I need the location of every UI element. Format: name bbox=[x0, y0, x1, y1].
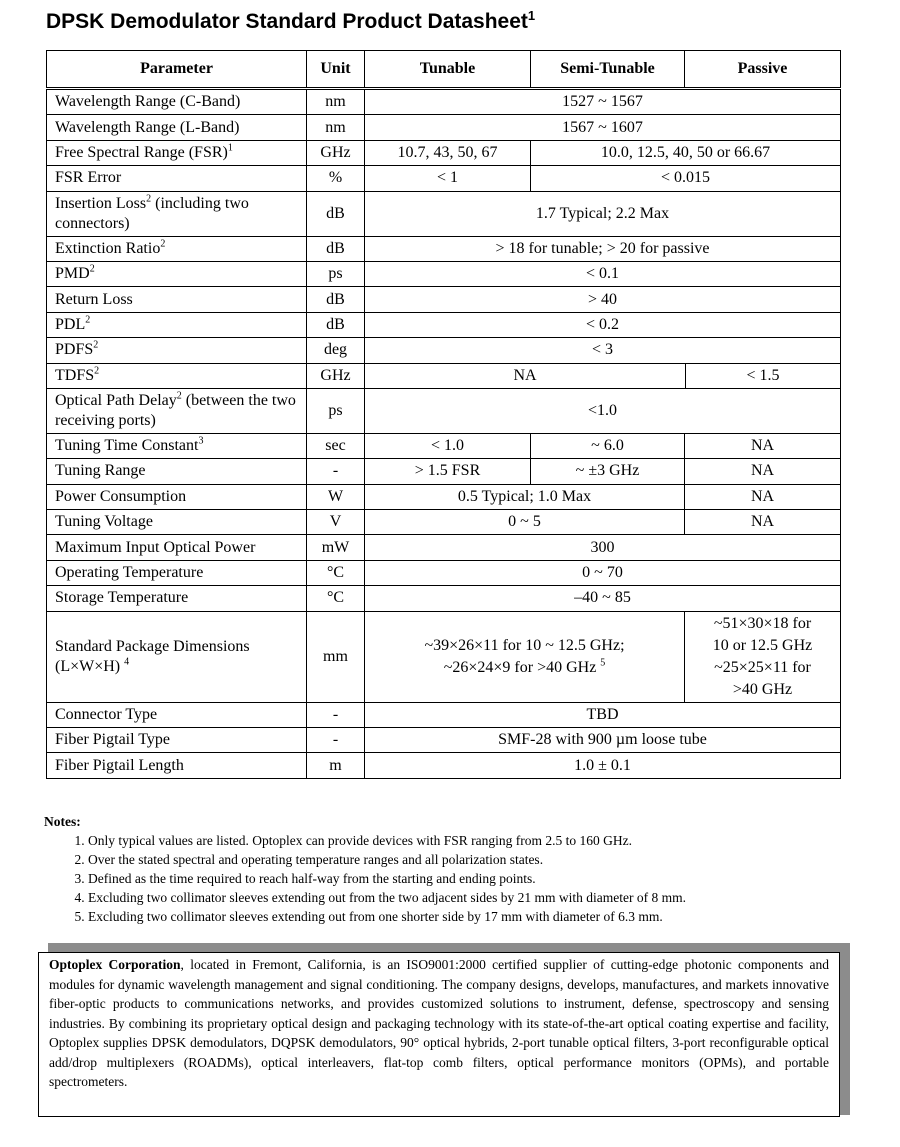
table-row bbox=[47, 191, 841, 236]
unit-cell: V bbox=[307, 510, 365, 535]
param-cell: Tuning Time Constant$^3$ bbox=[47, 433, 307, 458]
note-item: 3. Defined as the time required to reach half-way from the starting and ending points. bbox=[88, 869, 854, 888]
value-cell: <1.0 bbox=[365, 388, 841, 433]
table-row bbox=[47, 702, 841, 727]
param-cell: TDFS$^2$ bbox=[47, 363, 307, 388]
value-cell: 300 bbox=[365, 535, 841, 560]
value-cell: TBD bbox=[365, 702, 841, 727]
param-cell: FSR Error bbox=[47, 166, 307, 191]
note-item: 4. Excluding two collimator sleeves extending out from the two adjacent sides by 21 mm with diameter of 8 mm. bbox=[88, 888, 854, 907]
value-cell-tunable: < 1.0 bbox=[365, 433, 531, 458]
table-header-row bbox=[47, 51, 841, 89]
value-cell: 1527 ~ 1567 bbox=[365, 89, 841, 115]
value-cell: > 40 bbox=[365, 287, 841, 312]
unit-cell: - bbox=[307, 459, 365, 484]
value-cell: > 18 for tunable; > 20 for passive bbox=[365, 236, 841, 261]
value-cell: < 3 bbox=[365, 338, 841, 363]
notes-list bbox=[44, 831, 854, 926]
table-row bbox=[47, 236, 841, 261]
value-cell: 1567 ~ 1607 bbox=[365, 115, 841, 140]
unit-cell: ps bbox=[307, 261, 365, 286]
param-cell: Fiber Pigtail Length bbox=[47, 753, 307, 778]
param-cell: PDFS$^2$ bbox=[47, 338, 307, 363]
company-description: , located in Fremont, California, is an ISO9001:2000 certified supplier of cutting-edge photonic components and modules for dynamic wavelength management and signal conditioning. The company designs, develops, manufactures, and markets innovative fiber-optic products to communications networks, and provides customized solutions to instrument, defense, spectroscopy and sensing industries. By combining its proprietary optical design and packaging technology with its state-of-the-art optical coating expertise and facility, Optoplex supplies DPSK demodulators, DQPSK demodulators, 90° optical hybrids, 2-port tunable optical filters, 3-port reconfigurable optical add/drop multiplexers (ROADMs), optical interleavers, flat-top comb filters, optical performance monitors (OPMs), and portable spectrometers. bbox=[49, 957, 829, 1089]
header-passive: Passive bbox=[685, 51, 841, 89]
value-cell-other: 10.0, 12.5, 40, 50 or 66.67 bbox=[531, 140, 841, 165]
unit-cell: dB bbox=[307, 236, 365, 261]
table-row bbox=[47, 312, 841, 337]
table-row bbox=[47, 433, 841, 458]
value-cell-semi: ~ 6.0 bbox=[531, 433, 685, 458]
unit-cell: mW bbox=[307, 535, 365, 560]
unit-cell: ps bbox=[307, 388, 365, 433]
notes-heading: Notes: bbox=[44, 814, 81, 829]
param-cell: Storage Temperature bbox=[47, 586, 307, 611]
table-row bbox=[47, 728, 841, 753]
header-parameter: Parameter bbox=[47, 51, 307, 89]
table-row bbox=[47, 535, 841, 560]
unit-cell: GHz bbox=[307, 363, 365, 388]
param-cell: Insertion Loss$^2$ (including two connectors) bbox=[47, 191, 307, 236]
value-cell-passive: ~51×30×18 for 10 or 12.5 GHz ~25×25×11 for >40 GHz bbox=[685, 611, 841, 702]
unit-cell: °C bbox=[307, 586, 365, 611]
value-cell-tunable: > 1.5 FSR bbox=[365, 459, 531, 484]
unit-cell: sec bbox=[307, 433, 365, 458]
param-cell: Wavelength Range (L-Band) bbox=[47, 115, 307, 140]
table-row bbox=[47, 287, 841, 312]
table-row bbox=[47, 261, 841, 286]
value-cell: 0 ~ 70 bbox=[365, 560, 841, 585]
param-cell: Free Spectral Range (FSR)$^1$ bbox=[47, 140, 307, 165]
unit-cell: dB bbox=[307, 312, 365, 337]
param-cell: Power Consumption bbox=[47, 484, 307, 509]
param-cell: Maximum Input Optical Power bbox=[47, 535, 307, 560]
unit-cell: dB bbox=[307, 191, 365, 236]
table-row bbox=[47, 586, 841, 611]
param-cell: Tuning Range bbox=[47, 459, 307, 484]
header-semi-tunable: Semi-Tunable bbox=[531, 51, 685, 89]
title-footnote-mark: 1 bbox=[527, 8, 536, 23]
note-item: 1. Only typical values are listed. Optoplex can provide devices with FSR ranging from 2.5 to 160 GHz. bbox=[88, 831, 854, 850]
value-cell bbox=[365, 363, 841, 388]
param-cell: Extinction Ratio$^2$ bbox=[47, 236, 307, 261]
table-row bbox=[47, 166, 841, 191]
param-cell: Standard Package Dimensions (L×W×H) $^4$ bbox=[47, 611, 307, 702]
param-cell: Wavelength Range (C-Band) bbox=[47, 89, 307, 115]
table-row bbox=[47, 459, 841, 484]
unit-cell: mm bbox=[307, 611, 365, 702]
company-about-box bbox=[38, 952, 840, 1117]
notes-section bbox=[44, 812, 854, 926]
unit-cell: nm bbox=[307, 115, 365, 140]
spec-table bbox=[46, 50, 841, 779]
param-cell: PDL$^2$ bbox=[47, 312, 307, 337]
value-cell-other: < 0.015 bbox=[531, 166, 841, 191]
value-cell: –40 ~ 85 bbox=[365, 586, 841, 611]
unit-cell: GHz bbox=[307, 140, 365, 165]
table-row bbox=[47, 753, 841, 778]
param-cell: Return Loss bbox=[47, 287, 307, 312]
value-passive: < 1.5 bbox=[685, 364, 840, 388]
param-cell: Fiber Pigtail Type bbox=[47, 728, 307, 753]
value-cell-passive: NA bbox=[685, 433, 841, 458]
param-cell: Tuning Voltage bbox=[47, 510, 307, 535]
table-row bbox=[47, 89, 841, 115]
note-item: 5. Excluding two collimator sleeves extending out from one shorter side by 17 mm with diameter of 6.3 mm. bbox=[88, 907, 854, 926]
unit-cell: °C bbox=[307, 560, 365, 585]
value-cell-passive: NA bbox=[685, 484, 841, 509]
unit-cell: W bbox=[307, 484, 365, 509]
header-tunable: Tunable bbox=[365, 51, 531, 89]
value-cell: < 0.1 bbox=[365, 261, 841, 286]
note-item: 2. Over the stated spectral and operating temperature ranges and all polarization states. bbox=[88, 850, 854, 869]
unit-cell: - bbox=[307, 728, 365, 753]
value-cell-tunable: < 1 bbox=[365, 166, 531, 191]
unit-cell: deg bbox=[307, 338, 365, 363]
unit-cell: nm bbox=[307, 89, 365, 115]
param-cell: Connector Type bbox=[47, 702, 307, 727]
unit-cell: m bbox=[307, 753, 365, 778]
table-row bbox=[47, 115, 841, 140]
unit-cell: - bbox=[307, 702, 365, 727]
value-cell-passive: NA bbox=[685, 459, 841, 484]
value-cell: 1.0 ± 0.1 bbox=[365, 753, 841, 778]
unit-cell: dB bbox=[307, 287, 365, 312]
table-row bbox=[47, 363, 841, 388]
table-row bbox=[47, 338, 841, 363]
company-name: Optoplex Corporation bbox=[49, 957, 181, 972]
value-cell: < 0.2 bbox=[365, 312, 841, 337]
value-cell: 0.5 Typical; 1.0 Max bbox=[365, 484, 685, 509]
value-cell: 1.7 Typical; 2.2 Max bbox=[365, 191, 841, 236]
page-title: DPSK Demodulator Standard Product Datasheet$^1$ bbox=[46, 8, 536, 33]
table-row bbox=[47, 510, 841, 535]
value-cell: SMF-28 with 900 µm loose tube bbox=[365, 728, 841, 753]
value-cell-passive: NA bbox=[685, 510, 841, 535]
table-row bbox=[47, 611, 841, 702]
param-cell: PMD$^2$ bbox=[47, 261, 307, 286]
value-cell: 0 ~ 5 bbox=[365, 510, 685, 535]
table-row bbox=[47, 388, 841, 433]
param-cell: Operating Temperature bbox=[47, 560, 307, 585]
param-cell: Optical Path Delay$^2$ (between the two receiving ports) bbox=[47, 388, 307, 433]
value-tunable-semi: NA bbox=[513, 366, 537, 384]
value-cell: ~39×26×11 for 10 ~ 12.5 GHz; ~26×24×9 for >40 GHz $^5$ bbox=[365, 611, 685, 702]
header-unit: Unit bbox=[307, 51, 365, 89]
table-row bbox=[47, 560, 841, 585]
table-row bbox=[47, 140, 841, 165]
unit-cell: % bbox=[307, 166, 365, 191]
value-cell-semi: ~ ±3 GHz bbox=[531, 459, 685, 484]
value-cell-tunable: 10.7, 43, 50, 67 bbox=[365, 140, 531, 165]
table-row bbox=[47, 484, 841, 509]
